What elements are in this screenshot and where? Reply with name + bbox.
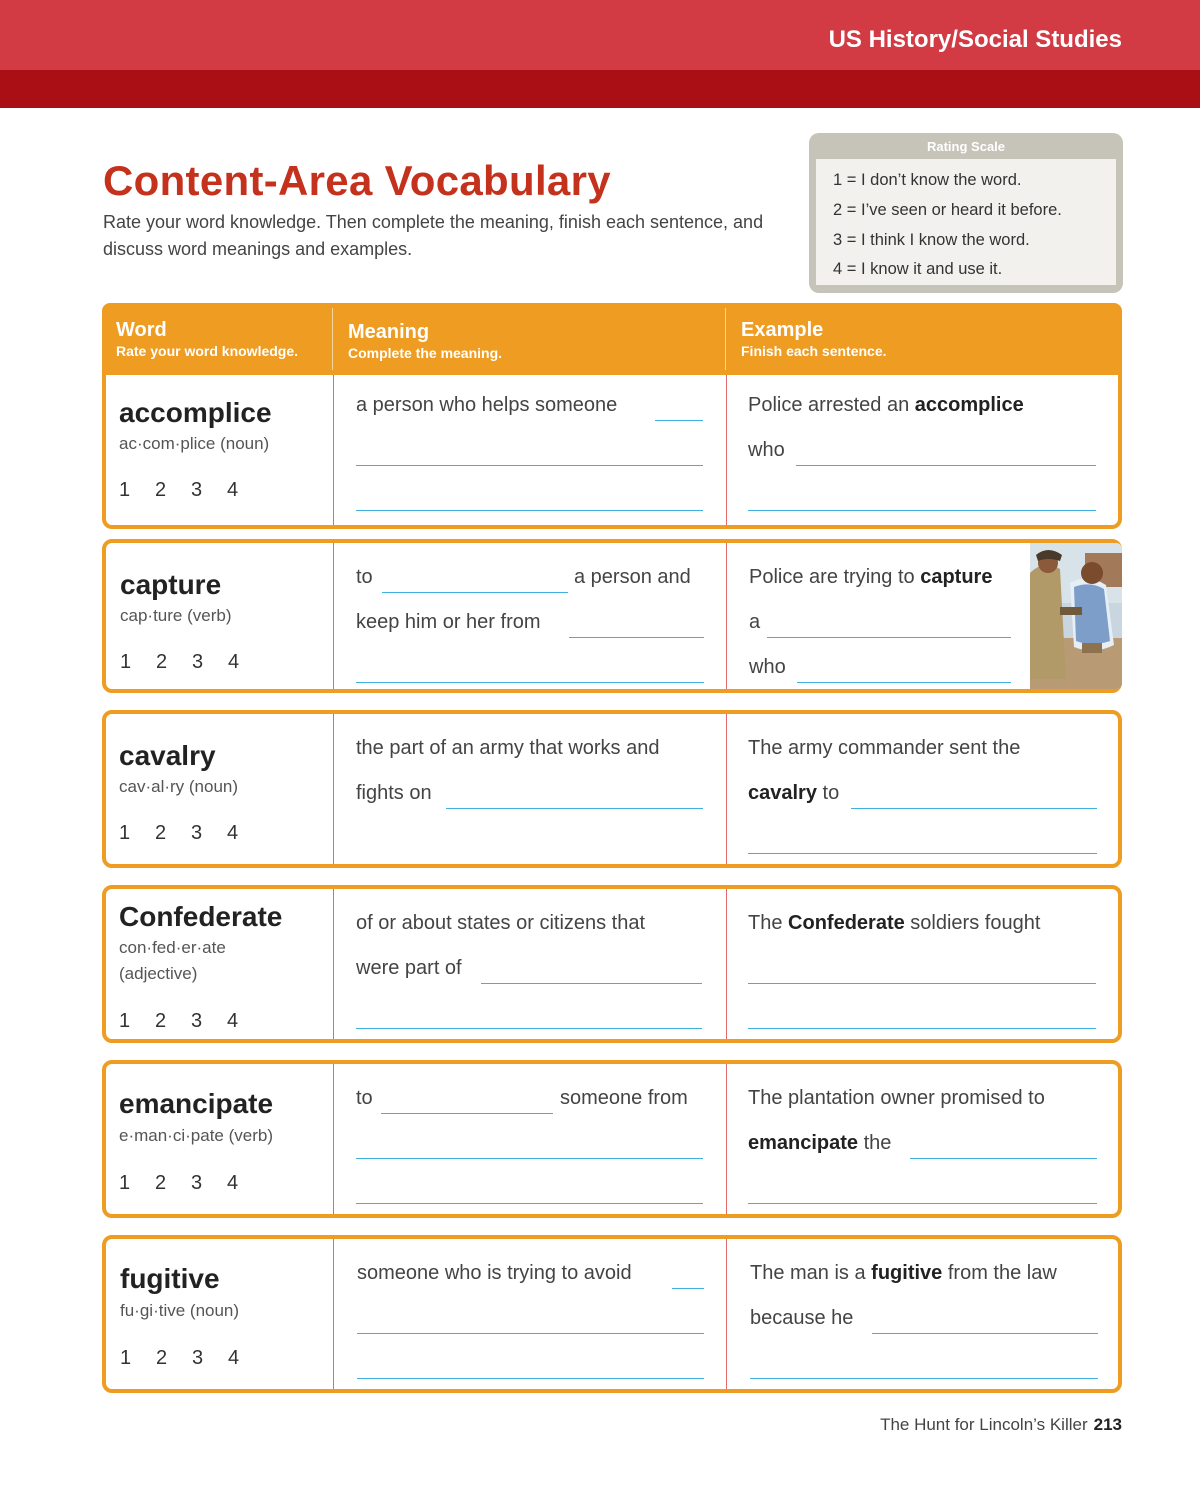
example-text bbox=[749, 566, 992, 589]
table-row bbox=[102, 885, 1122, 1043]
rating-option-3[interactable]: 3 bbox=[192, 1347, 204, 1369]
header-example-title: Example bbox=[741, 319, 824, 341]
meaning-text: keep him or her from bbox=[356, 611, 541, 633]
rating-option-4[interactable]: 4 bbox=[228, 1347, 240, 1369]
meaning-text: the part of an army that works and bbox=[356, 737, 660, 759]
header-meaning bbox=[348, 321, 502, 361]
example-text-post: soldiers fought bbox=[904, 912, 1041, 934]
column-divider bbox=[726, 1064, 727, 1214]
answer-blank[interactable] bbox=[748, 853, 1097, 854]
vocab-word: capture bbox=[120, 569, 222, 600]
table-row bbox=[102, 710, 1122, 868]
header-divider bbox=[332, 308, 333, 370]
example-text-post: from the law bbox=[942, 1262, 1057, 1284]
syllables: fu·gi·tive (noun) bbox=[120, 1301, 240, 1320]
example-text-pre: Police are trying to bbox=[749, 566, 921, 588]
rating-option-2[interactable]: 2 bbox=[156, 651, 168, 673]
capture-photo bbox=[1030, 543, 1122, 689]
column-divider bbox=[333, 375, 334, 525]
meaning-text: a person who helps someone bbox=[356, 394, 618, 416]
table-row bbox=[102, 1235, 1122, 1393]
answer-blank[interactable] bbox=[356, 465, 703, 466]
answer-blank[interactable] bbox=[356, 1028, 702, 1029]
example-text bbox=[748, 394, 1024, 417]
rating-option-2[interactable]: 2 bbox=[155, 1172, 167, 1194]
rating-option-4[interactable]: 4 bbox=[227, 822, 239, 844]
rating-option-3[interactable]: 3 bbox=[191, 479, 203, 501]
meaning-text: of or about states or citizens that bbox=[356, 912, 646, 934]
rating-numbers bbox=[119, 479, 263, 502]
table-row bbox=[102, 539, 1122, 693]
example-text bbox=[748, 912, 1040, 935]
answer-blank[interactable] bbox=[569, 637, 704, 638]
page-number: 213 bbox=[1093, 1415, 1122, 1434]
vocab-word: cavalry bbox=[119, 740, 216, 771]
vocab-word: Confederate bbox=[119, 901, 283, 932]
example-text: a bbox=[749, 611, 761, 633]
rating-scale-item: 1 = I don’t know the word. bbox=[833, 171, 1022, 189]
answer-blank[interactable] bbox=[748, 983, 1096, 984]
rating-scale bbox=[809, 133, 1123, 293]
answer-blank[interactable] bbox=[446, 808, 703, 809]
syllables: con·fed·er·ate (adjective) bbox=[119, 938, 226, 983]
answer-blank[interactable] bbox=[382, 592, 568, 593]
instructions: Rate your word knowledge. Then complete the meaning, finish each sentence, and discuss word meanings and examples. bbox=[103, 212, 764, 259]
meaning-text: fights on bbox=[356, 782, 432, 804]
answer-blank[interactable] bbox=[357, 1333, 704, 1334]
example-text bbox=[748, 782, 839, 805]
header-meaning-title: Meaning bbox=[348, 321, 430, 343]
example-bold-word: emancipate bbox=[748, 1132, 859, 1154]
vocab-word: emancipate bbox=[119, 1088, 274, 1119]
answer-blank[interactable] bbox=[748, 1203, 1097, 1204]
table-row bbox=[102, 1060, 1122, 1218]
example-bold-word: cavalry bbox=[748, 782, 817, 804]
rating-numbers bbox=[119, 822, 263, 845]
answer-blank[interactable] bbox=[655, 420, 703, 421]
header-meaning-subtitle: Complete the meaning. bbox=[348, 345, 503, 361]
capture-photo-image bbox=[1030, 543, 1122, 689]
example-text: The plantation owner promised to bbox=[748, 1087, 1045, 1109]
answer-blank[interactable] bbox=[381, 1113, 553, 1114]
column-divider bbox=[333, 1064, 334, 1214]
rating-scale-list bbox=[816, 159, 1116, 285]
column-divider bbox=[333, 889, 334, 1039]
rating-option-3[interactable]: 3 bbox=[191, 1172, 203, 1194]
answer-blank[interactable] bbox=[767, 637, 1011, 638]
example-text: The army commander sent the bbox=[748, 737, 1021, 759]
example-text bbox=[748, 1132, 891, 1155]
header-example-subtitle: Finish each sentence. bbox=[741, 343, 887, 359]
header-example bbox=[741, 319, 887, 359]
example-text: who bbox=[749, 656, 786, 678]
syllables: e·man·ci·pate (verb) bbox=[119, 1126, 273, 1145]
rating-option-1[interactable]: 1 bbox=[119, 479, 131, 501]
answer-blank[interactable] bbox=[357, 1378, 704, 1379]
rating-option-3[interactable]: 3 bbox=[191, 822, 203, 844]
rating-option-2[interactable]: 2 bbox=[155, 479, 167, 501]
example-text-post: to bbox=[816, 782, 840, 804]
page-footer bbox=[880, 1415, 1122, 1435]
vocab-word: fugitive bbox=[120, 1263, 220, 1294]
rating-option-4[interactable]: 4 bbox=[227, 1010, 239, 1032]
example-text: because he bbox=[750, 1307, 854, 1329]
rating-option-3[interactable]: 3 bbox=[192, 651, 204, 673]
header-word-subtitle: Rate your word knowledge. bbox=[116, 343, 299, 359]
meaning-text: were part of bbox=[356, 957, 462, 979]
rating-option-1[interactable]: 1 bbox=[119, 1010, 131, 1032]
meaning-text: to bbox=[356, 1087, 373, 1109]
column-divider bbox=[726, 1239, 727, 1389]
meaning-text: someone from bbox=[560, 1087, 688, 1109]
rating-numbers bbox=[119, 1010, 263, 1033]
example-text-pre: The bbox=[748, 912, 789, 934]
answer-blank[interactable] bbox=[356, 1158, 703, 1159]
table-header bbox=[102, 303, 1122, 375]
column-divider bbox=[333, 714, 334, 864]
example-bold-word: accomplice bbox=[914, 394, 1024, 416]
example-bold-word: Confederate bbox=[788, 912, 905, 934]
rating-option-3[interactable]: 3 bbox=[191, 1010, 203, 1032]
rating-option-4[interactable]: 4 bbox=[227, 479, 239, 501]
rating-option-4[interactable]: 4 bbox=[228, 651, 240, 673]
example-text-post: the bbox=[858, 1132, 892, 1154]
example-text bbox=[750, 1262, 1057, 1285]
answer-blank[interactable] bbox=[748, 1028, 1096, 1029]
header-divider bbox=[725, 308, 726, 370]
rating-option-1[interactable]: 1 bbox=[119, 1172, 131, 1194]
answer-blank[interactable] bbox=[748, 510, 1096, 511]
rating-numbers bbox=[119, 1172, 263, 1195]
answer-blank[interactable] bbox=[796, 465, 1096, 466]
column-divider bbox=[726, 375, 727, 525]
book-title: The Hunt for Lincoln’s Killer bbox=[880, 1415, 1088, 1434]
top-strip bbox=[0, 70, 1200, 108]
example-text-pre: The man is a bbox=[750, 1262, 872, 1284]
example-bold-word: fugitive bbox=[871, 1262, 943, 1284]
answer-blank[interactable] bbox=[481, 983, 702, 984]
rating-numbers bbox=[120, 1347, 264, 1370]
meaning-text: a person and bbox=[574, 566, 691, 588]
answer-blank[interactable] bbox=[851, 808, 1097, 809]
page-title: Content-Area Vocabulary bbox=[103, 157, 611, 204]
header-word-title: Word bbox=[116, 319, 167, 341]
rating-scale-item: 3 = I think I know the word. bbox=[833, 230, 1030, 249]
rating-option-1[interactable]: 1 bbox=[119, 822, 131, 844]
syllables: cap·ture (verb) bbox=[120, 606, 232, 625]
answer-blank[interactable] bbox=[872, 1333, 1098, 1334]
answer-blank[interactable] bbox=[356, 1203, 703, 1204]
answer-blank[interactable] bbox=[910, 1158, 1097, 1159]
column-divider bbox=[726, 889, 727, 1039]
rating-option-2[interactable]: 2 bbox=[155, 822, 167, 844]
column-divider bbox=[333, 1239, 334, 1389]
column-divider bbox=[726, 543, 727, 689]
vocab-word: accomplice bbox=[119, 397, 272, 428]
rating-option-2[interactable]: 2 bbox=[155, 1010, 167, 1032]
answer-blank[interactable] bbox=[356, 510, 703, 511]
answer-blank[interactable] bbox=[750, 1378, 1098, 1379]
rating-numbers bbox=[120, 651, 264, 674]
answer-blank[interactable] bbox=[797, 682, 1011, 683]
column-divider bbox=[726, 714, 727, 864]
subject-label: US History/Social Studies bbox=[828, 26, 1122, 53]
top-band bbox=[0, 0, 1200, 70]
header-word bbox=[116, 319, 298, 359]
syllables: cav·al·ry (noun) bbox=[119, 777, 239, 796]
rating-scale-item: 2 = I’ve seen or heard it before. bbox=[833, 200, 1062, 219]
rating-option-1[interactable]: 1 bbox=[120, 651, 132, 673]
meaning-text: someone who is trying to avoid bbox=[357, 1262, 632, 1284]
example-text: who bbox=[748, 439, 785, 461]
answer-blank[interactable] bbox=[672, 1288, 704, 1289]
table-row bbox=[102, 375, 1122, 529]
rating-scale-title: Rating Scale bbox=[926, 139, 1006, 154]
rating-option-1[interactable]: 1 bbox=[120, 1347, 132, 1369]
example-bold-word: capture bbox=[920, 566, 993, 588]
syllables: ac·com·plice (noun) bbox=[119, 434, 270, 453]
meaning-text: to bbox=[356, 566, 373, 588]
answer-blank[interactable] bbox=[356, 682, 704, 683]
rating-option-4[interactable]: 4 bbox=[227, 1172, 239, 1194]
rating-scale-item: 4 = I know it and use it. bbox=[833, 260, 1003, 279]
rating-option-2[interactable]: 2 bbox=[156, 1347, 168, 1369]
column-divider bbox=[333, 543, 334, 689]
example-text-pre: Police arrested an bbox=[748, 394, 915, 416]
